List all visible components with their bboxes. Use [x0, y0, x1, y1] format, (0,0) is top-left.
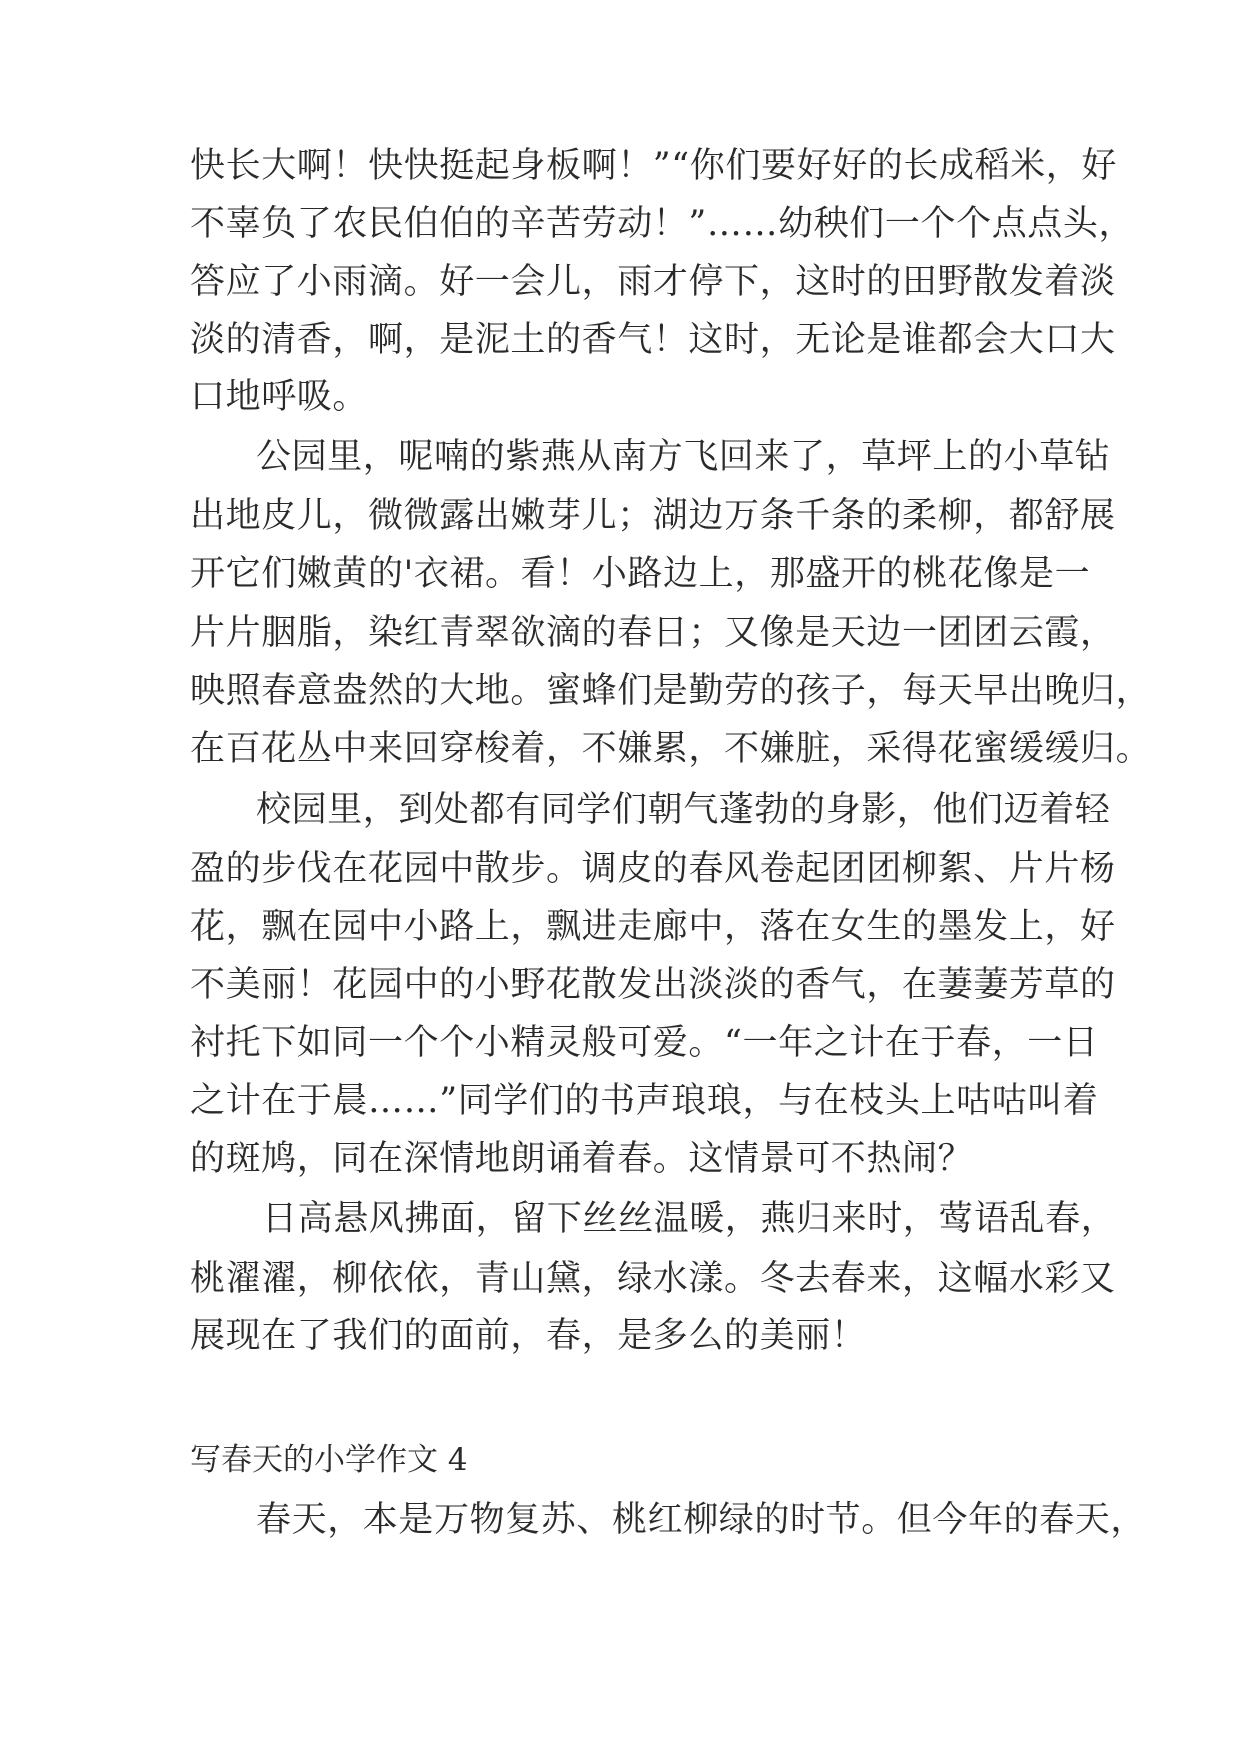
- text-line: 不辜负了农民伯伯的辛苦劳动！”……幼秧们一个个点点头，: [190, 204, 1135, 244]
- text-line: 展现在了我们的面前，春，是多么的美丽！: [190, 1316, 867, 1356]
- text-line: 口地呼吸。: [190, 377, 369, 417]
- text-line: 校园里，到处都有同学们朝气蓬勃的身影，他们迈着轻: [256, 790, 1111, 830]
- text-line: 答应了小雨滴。好一会儿，雨才停下，这时的田野散发着淡: [190, 262, 1116, 302]
- text-line: 日高悬风拂面，留下丝丝温暖，燕归来时，莺语乱春，: [262, 1199, 1117, 1239]
- text-line: 之计在于晨……”同学们的书声琅琅，与在枝头上咕咕叫着: [190, 1081, 1099, 1121]
- text-line: 衬托下如同一个个小精灵般可爱。“一年之计在于春，一日: [190, 1023, 1099, 1063]
- section-title: 写春天的小学作文 4: [190, 1442, 468, 1478]
- text-line: 公园里，呢喃的紫燕从南方飞回来了，草坪上的小草钻: [256, 437, 1111, 477]
- text-line: 片片胭脂，染红青翠欲滴的春日；又像是天边一团团云霞，: [190, 613, 1116, 653]
- text-line: 的斑鸠，同在深情地朗诵着春。这情景可不热闹？: [190, 1139, 974, 1179]
- text-line: 开它们嫩黄的'衣裙。看！小路边上，那盛开的桃花像是一: [190, 554, 1091, 594]
- text-line: 淡的清香，啊，是泥土的香气！这时，无论是谁都会大口大: [190, 320, 1116, 360]
- text-line: 在百花丛中来回穿梭着，不嫌累，不嫌脏，采得花蜜缓缓归。: [190, 729, 1152, 769]
- text-line: 出地皮儿，微微露出嫩芽儿；湖边万条千条的柔柳，都舒展: [190, 496, 1116, 536]
- text-line: 春天，本是万物复苏、桃红柳绿的时节。但今年的春天，: [256, 1500, 1147, 1540]
- text-line: 桃濯濯，柳依依，青山黛，绿水漾。冬去春来，这幅水彩又: [190, 1259, 1116, 1299]
- text-line: 花，飘在园中小路上，飘进走廊中，落在女生的墨发上，好: [190, 907, 1116, 947]
- text-line: 快长大啊！快快挺起身板啊！”“你们要好好的长成稻米，好: [190, 146, 1117, 186]
- text-line: 盈的步伐在花园中散步。调皮的春风卷起团团柳絮、片片杨: [190, 849, 1116, 889]
- text-line: 不美丽！花园中的小野花散发出淡淡的香气，在萋萋芳草的: [190, 965, 1116, 1005]
- text-line: 映照春意盎然的大地。蜜蜂们是勤劳的孩子，每天早出晚归，: [190, 671, 1152, 711]
